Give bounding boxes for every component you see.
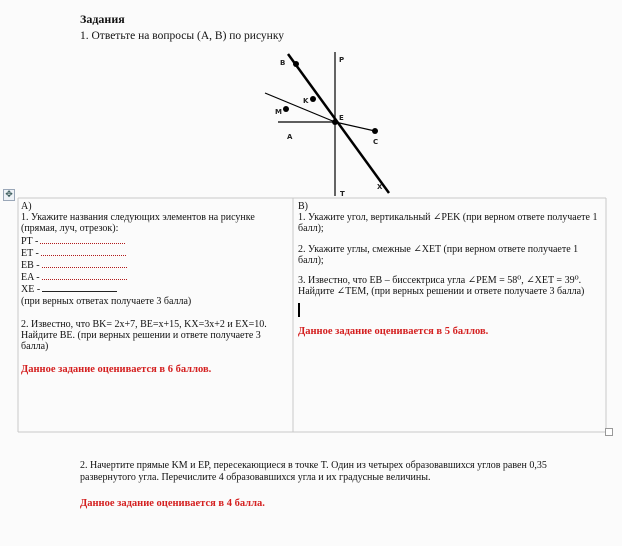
label-e: E [339,114,344,122]
answer-line-ea[interactable]: EA - [21,271,283,283]
label-a: A [287,133,293,141]
table-move-handle-icon[interactable]: ✥ [3,189,15,201]
table-resize-handle[interactable] [605,428,613,436]
task2-block [80,460,585,510]
label-b: B [280,59,286,67]
cell-b-footer: Данное задание оценивается в 5 баллов. [298,326,489,338]
label-x: X [377,183,383,191]
answer-line-pt[interactable]: PT - [21,235,283,247]
label-k: K [303,97,309,105]
label-m: M [275,108,282,116]
page-title: Задания [80,12,125,26]
cell-b-question-1: 1. Укажите угол, вертикальный ∠PEK (при верном ответе получаете 1 балл); [298,212,598,235]
cell-b-question-3: 3. Известно, что EB – биссектриса угла ∠PEM = 58⁰, ∠XET = 39⁰. Найдите ∠TEM, (при верных решении и ответе получаете 3 балла) [298,275,585,298]
cell-a-score-1: (при верных ответах получаете 3 балла) [21,295,192,307]
answer-line-xe[interactable]: XE - [21,283,283,295]
cell-a-question-2: 2. Известно, что BK= 2x+7, BE=x+15, KX=3x+2 и EX=10. Найдите BE. (при верных решении и ответе получаете 3 балла) [21,318,267,353]
label-t: T [340,190,345,198]
table-cell-a [21,201,283,376]
cell-b-header: В) [298,201,308,212]
task1-heading: 1. Ответьте на вопросы (А, В) по рисунку [80,30,284,42]
task2-footer: Данное задание оценивается в 4 балла. [80,498,265,509]
cell-a-header: А) [21,201,32,212]
cell-b-question-2: 2. Укажите углы, смежные ∠XET (при верном ответе получаете 1 балл); [298,243,579,266]
label-p: P [339,56,345,64]
cell-a-question-1: 1. Укажите названия следующих элементов на рисунке (прямая, луч, отрезок): [21,212,255,235]
text-cursor [298,303,300,317]
answer-line-et[interactable]: ET - [21,247,283,259]
task2-text: 2. Начертите прямые KM и EP, пересекающиеся в точке T. Один из четырех образовавшихся углов равен 0,35 развернутого угла. Перечислите 4 образовавшихся угла и их градусные величины. [80,460,547,483]
label-c: C [373,138,379,146]
table-cell-b [298,201,602,338]
answer-line-eb[interactable]: EB - [21,259,283,271]
cell-a-footer: Данное задание оценивается в 6 баллов. [21,364,212,376]
